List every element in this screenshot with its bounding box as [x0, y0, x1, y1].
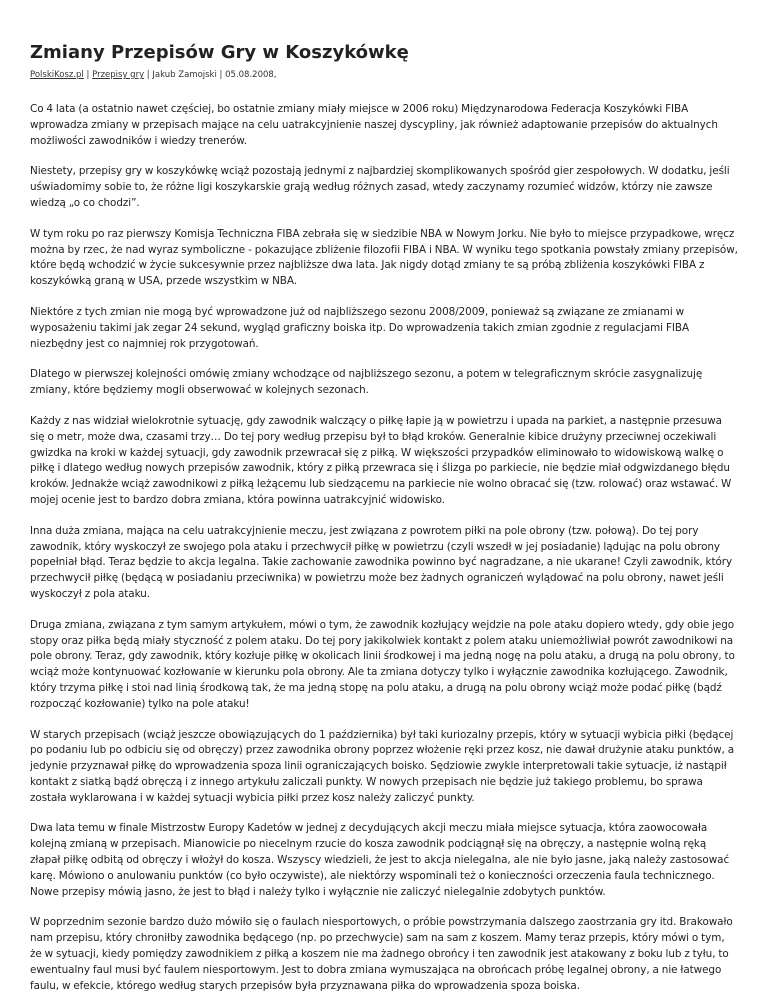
publish-date: 05.08.2008,: [225, 70, 277, 80]
meta-separator: |: [144, 70, 153, 80]
paragraph: Niestety, przepisy gry w koszykówkę wciąż pozostają jednymi z najbardziej skomplikowanych spośród gier zespołowych. W dodatku, jeśli uświadomimy sobie to, że różne ligi koszykarskie grają według różnych zasad, wtedy zaczynamy rozumieć widzów, którzy nie zawsze wiedzą „o co chodzi”.: [30, 165, 730, 209]
paragraph: W starych przepisach (wciąż jeszcze obowiązujących do 1 października) był taki kuriozalny przepis, który w sytuacji wybicia piłki (będącej po podaniu lub po odbiciu się od obręczy) przez zawodnika obrony poprzez włożenie ręki przez kosz, nie dawał drużynie ataku punktów, a jedynie przyznawał piłkę do wprowadzenia spoza linii ograniczających boisko. Sędziowie zwykle interpretowali takie sytuacje, iż nastąpił kontakt z siatką bądź obręczą i z innego artykułu zaliczali punkty. W nowych przepisach nie będzie już takiego problemu, bo sprawa została wyklarowana i w każdej sytuacji wybicia piłki przez kosz należy zaliczyć punkty.: [30, 728, 735, 804]
author-name: Jakub Zamojski: [152, 70, 217, 80]
site-link[interactable]: PolskiKosz.pl: [30, 70, 84, 80]
paragraph: W poprzednim sezonie bardzo dużo mówiło się o faulach niesportowych, o próbie powstrzymania dalszego zaostrzania gry itd. Brakowało nam przepisu, który chroniłby zawodnika będącego (np. po przechwycie) sam na sam z koszem. Mamy teraz przepis, który mówi o tym, że w sytuacji, kiedy pomiędzy zawodnikiem z piłką a koszem nie ma żadnego obrońcy i ten zawodnik jest atakowany z boku lub z tyłu, to ewentualny faul musi być faulem niesportowym. Jest to dobra zmiana wymuszająca na obrońcach próbę legalnej obrony, a nie łatwego faulu, w efekcie, którego według starych przepisów była przyznawana piłka do wprowadzenia spoza boiska.: [30, 916, 733, 992]
paragraph: Dwa lata temu w finale Mistrzostw Europy Kadetów w jednej z decydujących akcji meczu miała miejsce sytuacja, która zaowocowała kolejną zmianą w przepisach. Mianowicie po niecelnym rzucie do kosza zawodnik podciągnął się na obręczy, a następnie wolną ręką złapał piłkę odbitą od obręczy i włożył do kosza. Wszyscy wiedzieli, że jest to akcja nielegalna, ale nie było jasne, jaką należy zastosować karę. Mówiono o anulowaniu punktów (co było oczywiste), ale niektórzy wspominali też o konieczności orzeczenia faula technicznego. Nowe przepisy mówią jasno, że jest to błąd i należy tylko i wyłącznie nie zaliczyć nielegalnie zdobytych punktów.: [30, 822, 730, 898]
paragraph: Niektóre z tych zmian nie mogą być wprowadzone już od najbliższego sezonu 2008/2009, ponieważ są związane ze zmianami w wyposażeniu takimi jak zegar 24 sekund, wygląd graficzny boiska itp. Do wprowadzenia takich zmian zgodnie z regulacjami FIBA niezbędny jest co najmniej rok przygotowań.: [30, 305, 689, 350]
paragraph: Każdy z nas widział wielokrotnie sytuację, gdy zawodnik walczący o piłkę łapie ją w powietrzu i upada na parkiet, a następnie przesuwa się o metr, może dwa, czasami trzy… Do tej pory według przepisu był to błąd kroków. Generalnie kibice drużyny przeciwnej oczekiwali gwizdka na kroki w każdej sytuacji, gdy zawodnik przewracał się z piłką. W większości przypadków eliminowało to widowiskową walkę o piłkę i dlatego według nowych przepisów zawodnik, który z piłką przewraca się i ślizga po parkiecie, nie będzie miał odgwizdanego błędu kroków. Jednakże wciąż zawodnikowi z piłką leżącemu lub siedzącemu na parkiecie nie wolno obracać się (tzw. rolować) oraz wstawać. W mojej ocenie jest to bardzo dobra zmiana, która powinna uatrakcyjnić widowisko.: [30, 414, 732, 506]
paragraph: Druga zmiana, związana z tym samym artykułem, mówi o tym, że zawodnik kozłujący wejdzie na pole ataku dopiero wtedy, gdy obie jego stopy oraz piłka będą miały styczność z polem ataku. Do tej pory jakikolwiek kontakt z polem ataku uniemożliwiał powrót zawodnikowi na pole obrony. Teraz, gdy zawodnik, który kozłuje piłkę w okolicach linii środkowej i ma jedną nogę na polu ataku, a drugą na polu obrony, to wciąż może kontynuować kozłowanie w kierunku pola obrony. Ale ta zmiana dotyczy tylko i wyłącznie zawodnika kozłującego. Zawodnik, który trzyma piłkę i stoi nad linią środkową tak, że ma jedną stopę na polu ataku, a drugą na polu obrony wciąż może podać piłkę (bądź rozpocząć kozłowanie) tylko na pole ataku!: [30, 618, 735, 710]
article-title: Zmiany Przepisów Gry w Koszykówkę: [30, 42, 409, 63]
category-link[interactable]: Przepisy gry: [92, 70, 145, 80]
paragraph: Inna duża zmiana, mająca na celu uatrakcyjnienie meczu, jest związana z powrotem piłki na pole obrony (tzw. połową). Do tej pory zawodnik, który wyskoczył ze swojego pola ataku i przechwycił piłkę w powietrzu (czyli wszedł w jej posiadanie) lądując na polu obrony popełniał błąd. Teraz będzie to akcja legalna. Takie zachowanie zawodnika powinno być nagradzane, a nie ukarane! Czyli zawodnik, który przechwycił piłkę (będącą w posiadaniu przeciwnika) w powietrzu może bez żadnych ograniczeń wylądować na polu obrony, nawet jeśli wyskoczył z pola ataku.: [30, 524, 733, 600]
paragraph: Co 4 lata (a ostatnio nawet częściej, bo ostatnie zmiany miały miejsce w 2006 roku) Międzynarodowa Federacja Koszykówki FIBA wprowadza zmiany w przepisach mające na celu uatrakcyjnienie naszej dyscypliny, jak również adaptowanie przepisów do aktualnych możliwości zawodników i wiedzy trenerów.: [30, 103, 718, 147]
meta-separator: |: [83, 70, 93, 80]
meta-separator: |: [216, 70, 226, 80]
paragraph: Dlatego w pierwszej kolejności omówię zmiany wchodzące od najbliższego sezonu, a potem w telegraficznym skrócie zasygnalizuję zmiany, które będziemy mogli obserwować w kolejnych sezonach.: [30, 368, 703, 397]
article-meta: [30, 69, 738, 81]
paragraph: W tym roku po raz pierwszy Komisja Techniczna FIBA zebrała się w siedzibie NBA w Nowym Jorku. Nie było to miejsce przypadkowe, wręcz można by rzec, że nad wyraz symboliczne - pokazujące zbliżenie filozofii FIBA i NBA. W wyniku tego spotkania powstały zmiany przepisów, które będą wchodzić w życie sukcesywnie przez najbliższe dwa lata. Jak nigdy dotąd zmiany te są próbą zbliżenia koszykówki FIBA z koszykówką graną w USA, przede wszystkim w NBA.: [30, 227, 738, 288]
